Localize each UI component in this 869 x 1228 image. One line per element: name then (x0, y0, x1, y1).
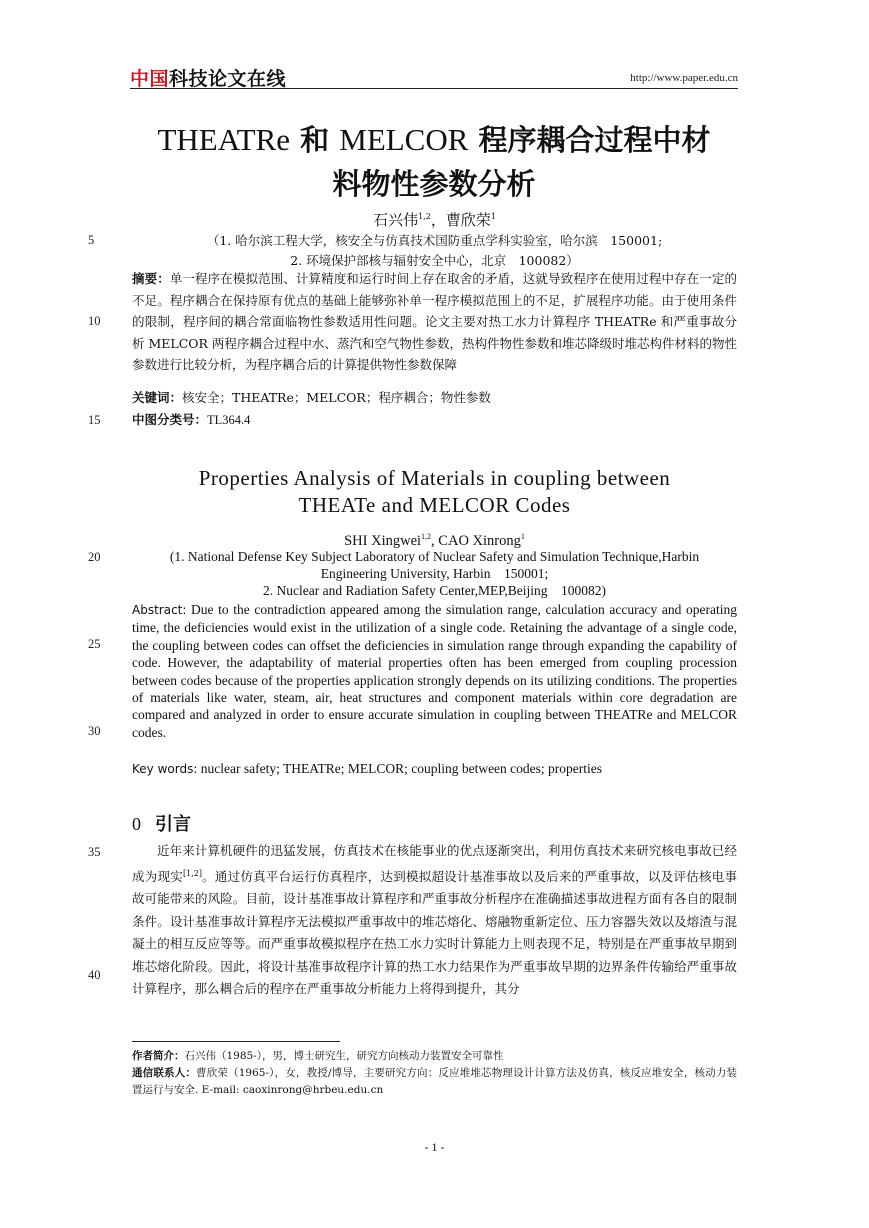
line-number: 35 (88, 845, 101, 859)
line-number: 5 (88, 233, 95, 247)
page-number: - 1 - (424, 1140, 445, 1154)
footnote-contact (132, 1065, 737, 1099)
affil-en-line3: 2. Nuclear and Radiation Safety Center,MEP,Beijing 100082) (263, 583, 606, 598)
chinese-abstract (132, 268, 737, 376)
keywords-cn-label: 关键词： (132, 390, 183, 405)
line-number: 10 (88, 314, 101, 328)
clc-label: 中图分类号： (132, 412, 208, 427)
english-title-line1: Properties Analysis of Materials in coupling between (198, 466, 671, 490)
chinese-keywords (132, 388, 737, 408)
footnote-author (132, 1048, 737, 1065)
affil-en-line1: (1. National Defense Key Subject Laboratory of Nuclear Safety and Simulation Technique,Harbin (169, 549, 700, 564)
body-text-b: 。通过仿真平台运行仿真程序，达到模拟超设计基准事故以及后来的严重事故，以及评估核电事故可能带来的风险。目前，设计基准事故计算程序和严重事故分析程序在准确描述事故进程方面有各自的限制条件。设计基准事故计算程序无法模拟严重事故中的堆芯熔化、熔融物重新定位、压力容器失效以及熔渣与混凝土的相互反应等等。而严重事故模拟程序在热工水力实时计算能力上则表现不足，特别是在严重事故早期到堆芯熔化阶段。因此，将设计基准事故程序计算的热工水力结果作为严重事故早期的边界条件传输给严重事故计算程序，那么耦合后的程序在严重事故分析能力上将得到提升，其分 (132, 868, 737, 997)
author-en-1: SHI Xingwei (344, 532, 422, 549)
body-citation: [1,2] (182, 868, 202, 878)
line-number: 15 (88, 413, 101, 427)
keywords-cn-text: 核安全；THEATRe；MELCOR；程序耦合；物性参数 (182, 390, 491, 405)
title-code-b: MELCOR (339, 122, 469, 157)
clc-text: TL364.4 (207, 413, 251, 427)
section-heading (132, 810, 191, 836)
affil-cn-line2: 2. 环境保护部核与辐射安全中心，北京 100082） (290, 253, 579, 268)
author-cn-2: 曹欣荣 (445, 211, 491, 229)
section-number: 0 (132, 814, 141, 834)
page-header (130, 64, 738, 89)
author-cn-sep: ， (430, 211, 446, 229)
abstract-cn-text: 单一程序在模拟范围、计算精度和运行时间上存在取舍的矛盾，这就导致程序在使用过程中存在一定的不足。程序耦合在保持原有优点的基础上能够弥补单一程序模拟范围上的不足，扩展程序功能。由于使用条件的限制，程序间的耦合常面临物性参数适用性问题。论文主要对热工水力计算程序 THEATRe 和严重事故分析 MELCOR 两程序耦合过程中水、蒸汽和空气物性参数，热构件物性参数和堆芯降级时堆芯构件材料的物性参数进行比较分析，为程序耦合后的计算提供物性参数保障 (132, 271, 737, 372)
body-text-a: 近年来计算机硬件的迅猛发展，仿真技术在核能事业的优点逐渐突出，利用仿真技术来研究核电事故已经成为现实 (132, 843, 737, 884)
abstract-en-label: Abstract: (132, 603, 187, 617)
english-title-line2: THEATe and MELCOR Codes (298, 493, 571, 517)
abstract-cn-label: 摘要： (132, 271, 170, 286)
line-number: 20 (88, 550, 101, 564)
keywords-en-label: Key words: (132, 762, 198, 776)
keywords-en-text: nuclear safety; THEATRe; MELCOR; coupling between codes; properties (197, 761, 603, 776)
header-url: http://www.paper.edu.cn (630, 72, 738, 84)
footnote-author-label: 作者简介： (132, 1050, 185, 1062)
footnote-rule (132, 1041, 340, 1042)
logo-red-text: 中国 (130, 68, 170, 90)
introduction-paragraph (132, 840, 737, 1001)
title-code-a: THEATRe (157, 122, 291, 157)
chinese-title (130, 118, 738, 206)
author-en-2-sup: 1 (520, 532, 525, 541)
author-cn-2-sup: 1 (490, 212, 496, 221)
clc-number (132, 410, 737, 430)
line-number: 40 (88, 968, 101, 982)
footnote-author-text: 石兴伟（1985-），男，博士研究生，研究方向核动力装置安全可靠性 (184, 1050, 504, 1062)
author-cn-1: 石兴伟 (373, 211, 419, 229)
english-title (132, 465, 737, 519)
chinese-title-line2: 料物性参数分析 (332, 167, 536, 201)
affil-en-line2: Engineering University, Harbin 150001; (320, 566, 549, 581)
title-cn-b: 程序耦合过程中材 (468, 123, 711, 157)
author-en-2: CAO Xinrong (438, 532, 521, 549)
author-en-1-sup: 1,2 (421, 532, 432, 541)
site-logo (130, 64, 286, 91)
logo-black-text: 科技论文在线 (169, 68, 287, 90)
author-en-sep: , (431, 532, 439, 549)
footnote-contact-text: 曹欣荣（1965-），女，教授/博导，主要研究方向：反应堆堆芯物理设计计算方法及仿真，核反应堆安全，核动力装置运行与安全. E-mail: caoxinrong@hrbeu.edu.cn (132, 1067, 737, 1096)
affil-cn-line1: （1. 哈尔滨工程大学，核安全与仿真技术国防重点学科实验室，哈尔滨 150001; (206, 233, 663, 248)
footnote-contact-label: 通信联系人： (132, 1067, 197, 1079)
author-cn-1-sup: 1,2 (418, 212, 431, 221)
chinese-affiliations (132, 231, 737, 271)
chinese-authors (132, 206, 737, 231)
line-number: 25 (88, 637, 101, 651)
abstract-en-text: Due to the contradiction appeared among the simulation range, calculation accuracy and operating time, the deficiencies would exist in the utilization of a single code. Retaining the advantage of a single code, the coupling between codes can offset the deficiencies in simulation range through expanding the capability of code. However, the adaptability of material properties often has been emerged from coupling procession between codes because of the properties application strongly depends on its utilizing conditions. The properties of materials like water, steam, air, heat structures and component materials within core degradation are compared and analyzed in order to ensure accurate simulation in coupling between THEATRe and MELCOR codes. (132, 602, 737, 740)
title-cn-a: 和 (290, 123, 340, 157)
line-number: 30 (88, 724, 101, 738)
english-abstract (132, 601, 737, 741)
english-keywords (132, 760, 737, 778)
section-title: 引言 (155, 814, 191, 835)
english-affiliations (132, 548, 737, 599)
footnotes (132, 1048, 737, 1099)
chinese-title-line1 (130, 118, 738, 162)
